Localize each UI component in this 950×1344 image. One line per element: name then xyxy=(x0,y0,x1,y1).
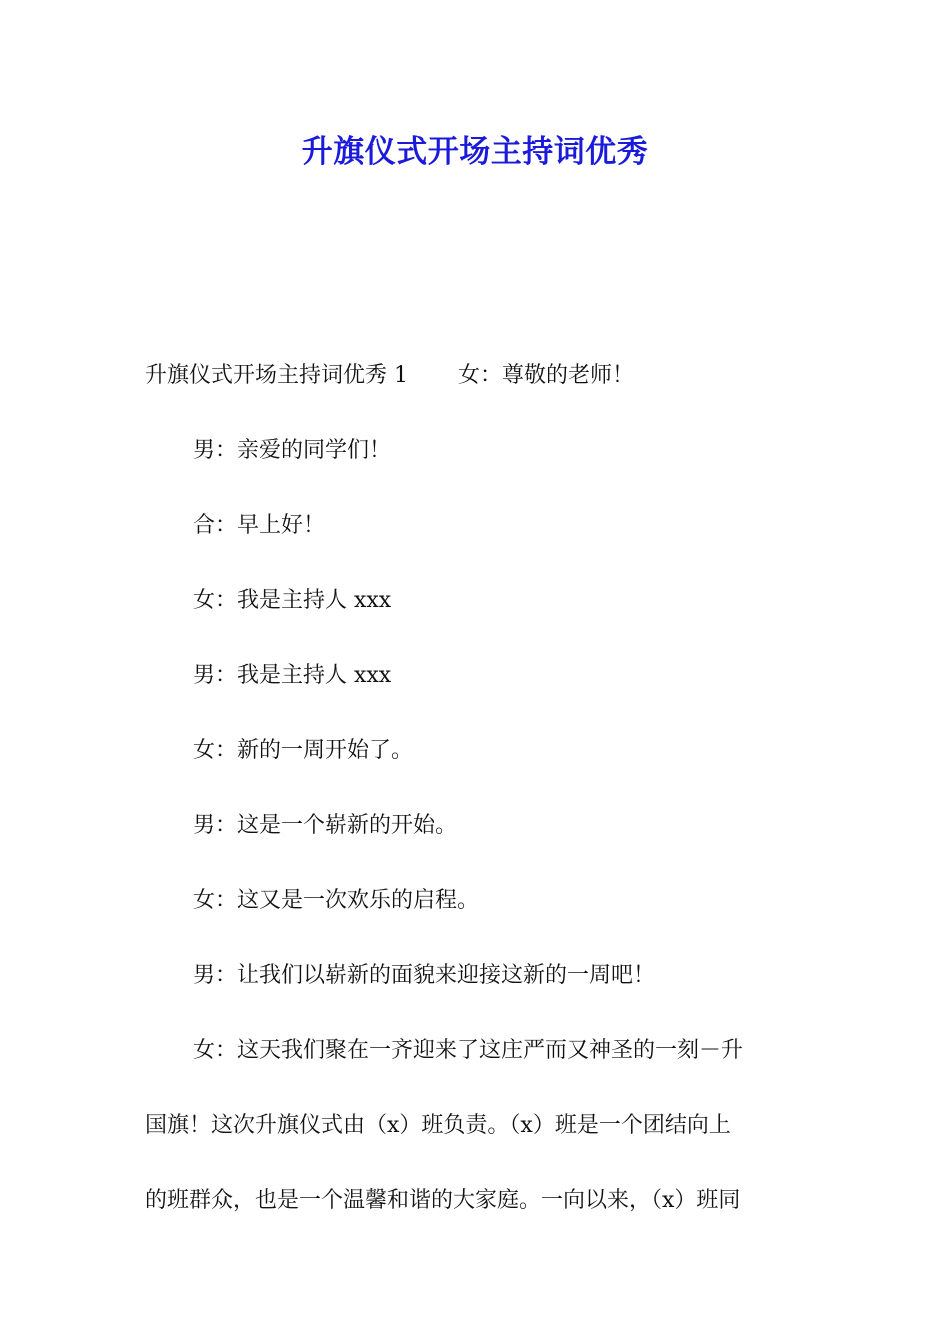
dialogue-line: 女：尊敬的老师！ xyxy=(458,363,635,388)
paragraph-line: 国旗！这次升旗仪式由（x）班负责。（x）班是一个团结向上 xyxy=(145,1113,731,1138)
paragraph-line: 的班群众，也是一个温馨和谐的大家庭。一向以来，（x）班同 xyxy=(145,1188,741,1213)
dialogue-line: 男：亲爱的同学们！ xyxy=(193,438,392,463)
dialogue-line: 女：新的一周开始了。 xyxy=(193,738,414,763)
dialogue-line: 合：早上好！ xyxy=(193,513,326,538)
document-body xyxy=(145,338,807,1238)
dialogue-line: 男：我是主持人 xxx xyxy=(193,663,392,688)
dialogue-line: 男：让我们以崭新的面貌来迎接这新的一周吧！ xyxy=(193,963,656,988)
document-title: 升旗仪式开场主持词优秀 xyxy=(301,134,649,170)
first-line xyxy=(145,338,807,413)
section-heading: 升旗仪式开场主持词优秀 1 xyxy=(145,363,408,388)
paragraph-line: 女：这天我们聚在一齐迎来了这庄严而又神圣的一刻－升 xyxy=(193,1038,744,1063)
dialogue-line: 女：我是主持人 xxx xyxy=(193,588,392,613)
dialogue-line: 男：这是一个崭新的开始。 xyxy=(193,813,458,838)
dialogue-line: 女：这又是一次欢乐的启程。 xyxy=(193,888,480,913)
